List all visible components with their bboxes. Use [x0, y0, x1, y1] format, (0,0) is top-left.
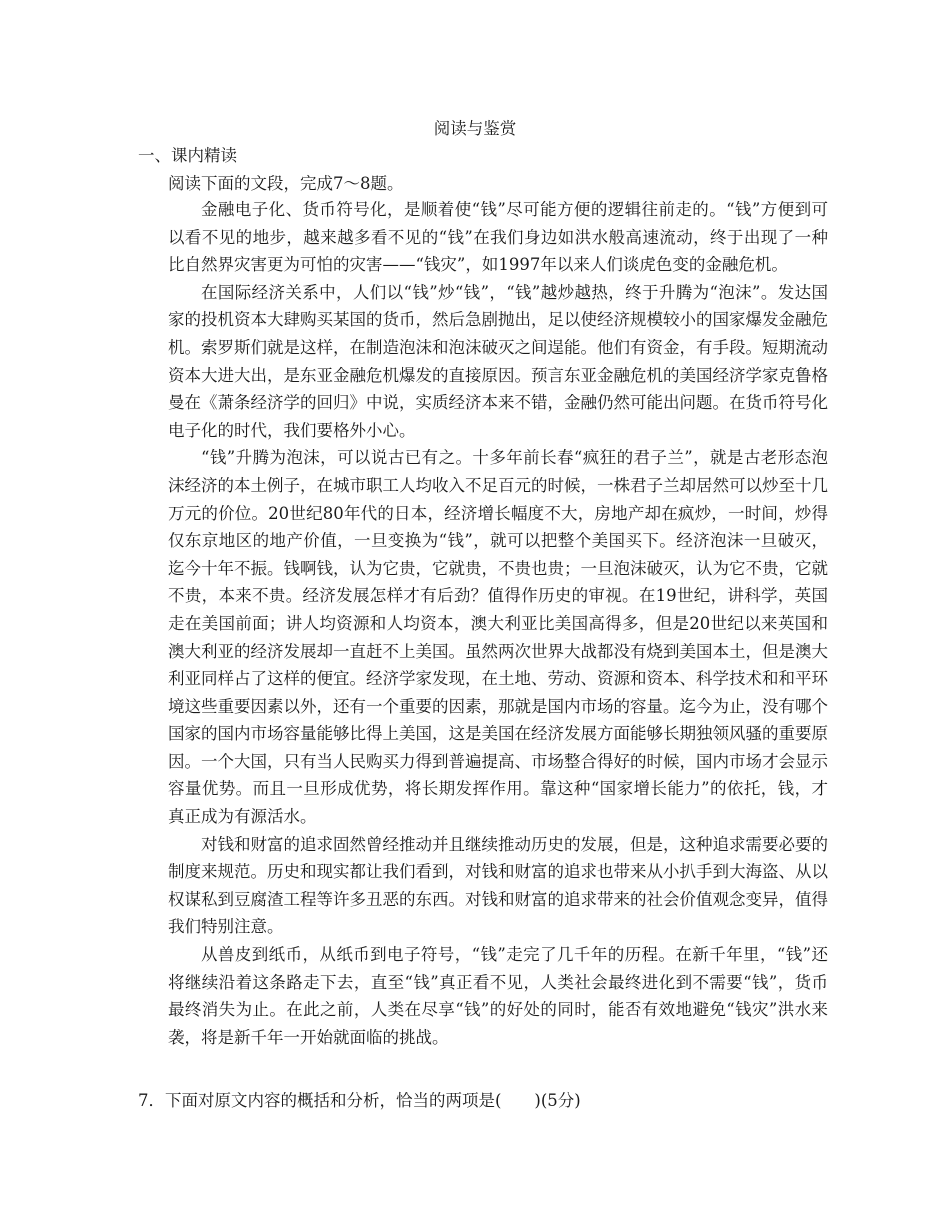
reading-instruction: 阅读下面的文段，完成7～8题。	[168, 174, 404, 193]
question-7: 7．下面对原文内容的概括和分析，恰当的两项是( )(5分)	[138, 1091, 581, 1110]
paragraph: 金融电子化、货币符号化，是顺着使“钱”尽可能方便的逻辑往前走的。“钱”方便到可以看不见的地步，越来越多看不见的“钱”在我们身边如洪水般高速流动，终于出现了一种比自然界灾害更为可怕的灾害——“钱灾”，如1997年以来人们谈虎色变的金融危机。	[168, 200, 828, 275]
page-title: 阅读与鉴赏	[433, 119, 517, 138]
section-heading: 一、课内精读	[138, 146, 237, 165]
paragraph: 在国际经济关系中，人们以“钱”炒“钱”，“钱”越炒越热，终于升腾为“泡沫”。发达国家的投机资本大肆购买某国的货币，然后急剧抛出，足以使经济规模较小的国家爆发金融危机。索罗斯们就是这样，在制造泡沫和泡沫破灭之间逞能。他们有资金，有手段。短期流动资本大进大出，是东亚金融危机爆发的直接原因。预言东亚金融危机的美国经济学家克鲁格曼在《萧条经济学的回归》中说，实质经济本来不错，金融仍然可能出问题。在货币符号化电子化的时代，我们要格外小心。	[168, 282, 828, 440]
paragraph: 对钱和财富的追求固然曾经推动并且继续推动历史的发展，但是，这种追求需要必要的制度来规范。历史和现实都让我们看到，对钱和财富的追求也带来从小扒手到大海盗、从以权谋私到豆腐渣工程等许多丑恶的东西。对钱和财富的追求带来的社会价值观念变异，值得我们特别注意。	[168, 834, 828, 937]
passage	[168, 196, 828, 1051]
paragraph: 从兽皮到纸币，从纸币到电子符号，“钱”走完了几千年的历程。在新千年里，“钱”还将继续沿着这条路走下去，直至“钱”真正看不见，人类社会最终进化到不需要“钱”，货币最终消失为止。在此之前，人类在尽享“钱”的好处的同时，能否有效地避免“钱灾”洪水来袭，将是新千年一开始就面临的挑战。	[168, 945, 828, 1047]
paragraph: “钱”升腾为泡沫，可以说古已有之。十多年前长春“疯狂的君子兰”，就是古老形态泡沫经济的本土例子，在城市职工人均收入不足百元的时候，一株君子兰却居然可以炒至十几万元的价位。20世纪80年代的日本，经济增长幅度不大，房地产却在疯炒，一时间，炒得仅东京地区的地产价值，一旦变换为“钱”，就可以把整个美国买下。经济泡沫一旦破灭，迄今十年不振。钱啊钱，认为它贵，它就贵，不贵也贵；一旦泡沫破灭，认为它不贵，它就不贵，本来不贵。经济发展怎样才有后劲？值得作历史的审视。在19世纪，讲科学，英国走在美国前面；讲人均资源和人均资本，澳大利亚比美国高得多，但是20世纪以来英国和澳大利亚的经济发展却一直赶不上美国。虽然两次世界大战都没有烧到美国本土，但是澳大利亚同样占了这样的便宜。经济学家发现，在土地、劳动、资源和资本、科学技术和和平环境这些重要因素以外，还有一个重要的因素，那就是国内市场的容量。迄今为止，没有哪个国家的国内市场容量能够比得上美国，这是美国在经济发展方面能够长期独领风骚的重要原因。一个大国，只有当人民购买力得到普遍提高、市场整合得好的时候，国内市场才会显示容量优势。而且一旦形成优势，将长期发挥作用。靠这种“国家增长能力”的依托，钱，才真正成为有源活水。	[168, 448, 828, 827]
